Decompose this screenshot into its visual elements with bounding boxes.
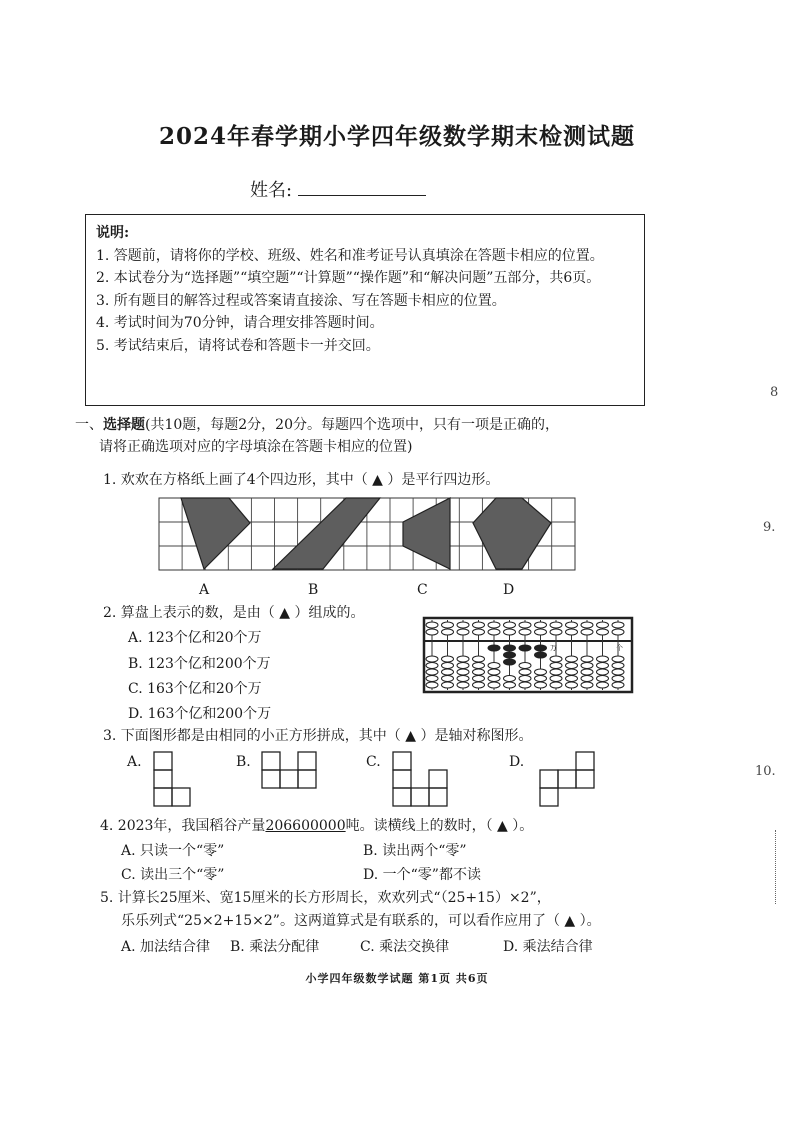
name-blank[interactable] bbox=[298, 179, 426, 196]
abacus-bead bbox=[426, 669, 438, 675]
instructions-title: 说明: bbox=[96, 225, 130, 241]
option-a: A. 加法结合律 bbox=[121, 939, 211, 955]
abacus-bead bbox=[566, 676, 578, 682]
label-d: D. bbox=[509, 754, 525, 770]
option-c: C. 读出三个“零” bbox=[121, 867, 225, 883]
abacus-bead bbox=[550, 629, 562, 635]
abacus-bead bbox=[566, 656, 578, 662]
name-field bbox=[250, 176, 426, 202]
option-b: B. 读出两个“零” bbox=[363, 843, 467, 859]
section-heading bbox=[75, 414, 675, 458]
abacus-bead bbox=[581, 622, 593, 628]
abacus-bead bbox=[550, 676, 562, 682]
option-d: D. 163个亿和200个万 bbox=[128, 706, 272, 722]
abacus-bead bbox=[550, 669, 562, 675]
q4-text-after: 吨。读横线上的数时，（ ▲ ）。 bbox=[345, 818, 534, 834]
abacus-bead bbox=[550, 656, 562, 662]
abacus-bead bbox=[457, 622, 469, 628]
instruction-item: 1. 答题前，请将你的学校、班级、姓名和准考证号认真填涂在答题卡相应的位置。 bbox=[96, 247, 604, 264]
abacus-bead bbox=[457, 656, 469, 662]
abacus-bead bbox=[519, 663, 531, 669]
option-b: B. 123个亿和200个万 bbox=[128, 656, 271, 672]
abacus-bead bbox=[535, 629, 547, 635]
abacus-bead bbox=[442, 669, 454, 675]
figure-a bbox=[154, 752, 190, 806]
abacus-bead bbox=[566, 663, 578, 669]
abacus-bead bbox=[612, 622, 624, 628]
question-1: 1. 欢欢在方格纸上画了4个四边形，其中（ ▲ ）是平行四边形。 bbox=[103, 472, 500, 488]
abacus-bead bbox=[442, 622, 454, 628]
abacus-bead bbox=[597, 629, 609, 635]
abacus-bead bbox=[535, 622, 547, 628]
abacus-bead bbox=[473, 629, 485, 635]
abacus-bead bbox=[566, 629, 578, 635]
abacus-bead bbox=[597, 656, 609, 662]
abacus-bead bbox=[519, 629, 531, 635]
label-wan: 万 bbox=[550, 644, 557, 652]
abacus-bead bbox=[597, 622, 609, 628]
abacus-bead bbox=[488, 676, 500, 682]
abacus-bead bbox=[442, 682, 454, 688]
abacus-bead bbox=[519, 669, 531, 675]
edge-mark: 8 bbox=[770, 385, 779, 400]
question-4 bbox=[100, 816, 533, 836]
figure-c bbox=[393, 752, 447, 806]
abacus-bead bbox=[612, 682, 624, 688]
abacus-bead bbox=[504, 629, 516, 635]
question-5-line-2: 乐乐列式“25×2+15×2”。这两道算式是有联系的，可以看作应用了（ ▲ ）。 bbox=[121, 913, 601, 929]
abacus-bead bbox=[535, 669, 547, 675]
abacus-bead bbox=[488, 682, 500, 688]
label-c: C. bbox=[366, 754, 381, 770]
abacus-bead bbox=[550, 622, 562, 628]
section-title: 选择题 bbox=[103, 417, 145, 433]
abacus-bead bbox=[426, 663, 438, 669]
label-ge: 个 bbox=[616, 644, 623, 652]
grid-quadrilaterals bbox=[158, 497, 576, 571]
instruction-item: 3. 所有题目的解答过程或答案请直接涂、写在答题卡相应的位置。 bbox=[96, 292, 506, 309]
abacus-bead bbox=[457, 663, 469, 669]
label-d: D bbox=[503, 582, 515, 598]
instruction-item: 5. 考试结束后，请将试卷和答题卡一并交回。 bbox=[96, 337, 380, 354]
question-3: 3. 下面图形都是由相同的小正方形拼成，其中（ ▲ ）是轴对称图形。 bbox=[103, 728, 533, 744]
abacus-bead bbox=[504, 659, 516, 665]
abacus-bead bbox=[457, 629, 469, 635]
edge-mark: 9. bbox=[763, 520, 776, 535]
abacus-bead bbox=[442, 663, 454, 669]
abacus-bead bbox=[612, 663, 624, 669]
option-b: B. 乘法分配律 bbox=[230, 939, 320, 955]
edge-dotted-line bbox=[775, 830, 777, 904]
abacus-bead bbox=[488, 629, 500, 635]
abacus-bead bbox=[612, 656, 624, 662]
label-a: A bbox=[199, 582, 210, 598]
abacus-bead bbox=[581, 682, 593, 688]
abacus-bead bbox=[426, 682, 438, 688]
label-a: A. bbox=[127, 754, 142, 770]
abacus-bead bbox=[426, 656, 438, 662]
abacus-bead bbox=[581, 656, 593, 662]
abacus-bead bbox=[442, 629, 454, 635]
abacus-bead bbox=[581, 676, 593, 682]
abacus-bead bbox=[488, 622, 500, 628]
abacus-bead bbox=[519, 622, 531, 628]
abacus-bead bbox=[457, 669, 469, 675]
abacus-bead bbox=[535, 682, 547, 688]
abacus-bead bbox=[519, 645, 531, 651]
label-yi: 亿 bbox=[492, 644, 499, 652]
q4-text-before: 4. 2023年，我国稻谷产量 bbox=[100, 818, 266, 834]
option-a: A. 123个亿和20个万 bbox=[128, 630, 262, 646]
abacus-bead bbox=[597, 676, 609, 682]
abacus-bead bbox=[550, 663, 562, 669]
page-title: 2024年春学期小学四年级数学期末检测试题 bbox=[158, 123, 635, 150]
abacus-bead bbox=[612, 629, 624, 635]
label-b: B bbox=[308, 582, 319, 598]
abacus-bead bbox=[504, 676, 516, 682]
option-c: C. 乘法交换律 bbox=[360, 939, 450, 955]
q4-number: 206600000 bbox=[265, 818, 346, 834]
abacus-bead bbox=[442, 676, 454, 682]
abacus-bead bbox=[473, 682, 485, 688]
instruction-item: 4. 考试时间为70分钟，请合理安排答题时间。 bbox=[96, 315, 384, 331]
abacus-bead bbox=[504, 682, 516, 688]
abacus-bead bbox=[566, 682, 578, 688]
abacus-bead bbox=[519, 676, 531, 682]
abacus-bead bbox=[597, 669, 609, 675]
abacus-bead bbox=[612, 676, 624, 682]
question-5-line-1: 5. 计算长25厘米、宽15厘米的长方形周长，欢欢列式“（25+15）×2”， bbox=[100, 890, 551, 906]
abacus-bead bbox=[504, 622, 516, 628]
name-label: 姓名: bbox=[250, 180, 293, 201]
option-d: D. 乘法结合律 bbox=[503, 939, 593, 955]
abacus-bead bbox=[473, 663, 485, 669]
abacus-bead bbox=[581, 663, 593, 669]
shape-a bbox=[181, 498, 250, 569]
abacus-bead bbox=[457, 682, 469, 688]
option-c: C. 163个亿和20个万 bbox=[128, 681, 262, 697]
abacus-bead bbox=[535, 652, 547, 658]
abacus-bead bbox=[519, 682, 531, 688]
abacus-bead bbox=[597, 682, 609, 688]
abacus-bead bbox=[581, 669, 593, 675]
abacus-bead bbox=[535, 676, 547, 682]
abacus-bead bbox=[597, 663, 609, 669]
shape-c bbox=[403, 498, 450, 569]
label-c: C bbox=[417, 582, 428, 598]
abacus-bead bbox=[473, 669, 485, 675]
square-figures bbox=[150, 748, 650, 810]
abacus-bead bbox=[488, 669, 500, 675]
option-d: D. 一个“零”都不读 bbox=[363, 867, 481, 883]
instruction-item: 2. 本试卷分为“选择题”“填空题”“计算题”“操作题”和“解决问题”五部分，共6页。 bbox=[96, 270, 601, 286]
abacus-bead bbox=[504, 645, 516, 651]
abacus-bead bbox=[426, 629, 438, 635]
abacus-bead bbox=[504, 652, 516, 658]
figure-d bbox=[540, 752, 594, 806]
abacus-bead bbox=[473, 622, 485, 628]
abacus-bead bbox=[426, 676, 438, 682]
abacus-bead bbox=[550, 682, 562, 688]
abacus-bead bbox=[457, 676, 469, 682]
figure-b bbox=[262, 752, 316, 788]
section-desc: (共10题，每题2分，20分。每题四个选项中，只有一项是正确的， bbox=[145, 417, 559, 433]
shape-d bbox=[473, 498, 551, 569]
option-a: A. 只读一个“零” bbox=[121, 843, 225, 859]
section-desc-2: 请将正确选项对应的字母填涂在答题卡相应的位置) bbox=[99, 439, 413, 455]
abacus-bead bbox=[426, 622, 438, 628]
question-2: 2. 算盘上表示的数，是由（ ▲ ）组成的。 bbox=[103, 605, 365, 621]
abacus-bead bbox=[612, 669, 624, 675]
abacus-bead bbox=[488, 663, 500, 669]
abacus-bead bbox=[442, 656, 454, 662]
abacus-bead bbox=[473, 676, 485, 682]
abacus-bead bbox=[566, 622, 578, 628]
abacus-bead bbox=[581, 629, 593, 635]
instructions-box bbox=[85, 214, 645, 406]
shape-b bbox=[273, 498, 380, 569]
edge-mark: 10. bbox=[755, 764, 776, 779]
label-b: B. bbox=[236, 754, 251, 770]
abacus bbox=[420, 614, 636, 696]
abacus-bead bbox=[473, 656, 485, 662]
abacus-bead bbox=[535, 645, 547, 651]
section-number: 一、 bbox=[75, 417, 103, 433]
abacus-bead bbox=[566, 669, 578, 675]
page-footer: 小学四年级数学试题 第1页 共6页 bbox=[305, 972, 489, 985]
